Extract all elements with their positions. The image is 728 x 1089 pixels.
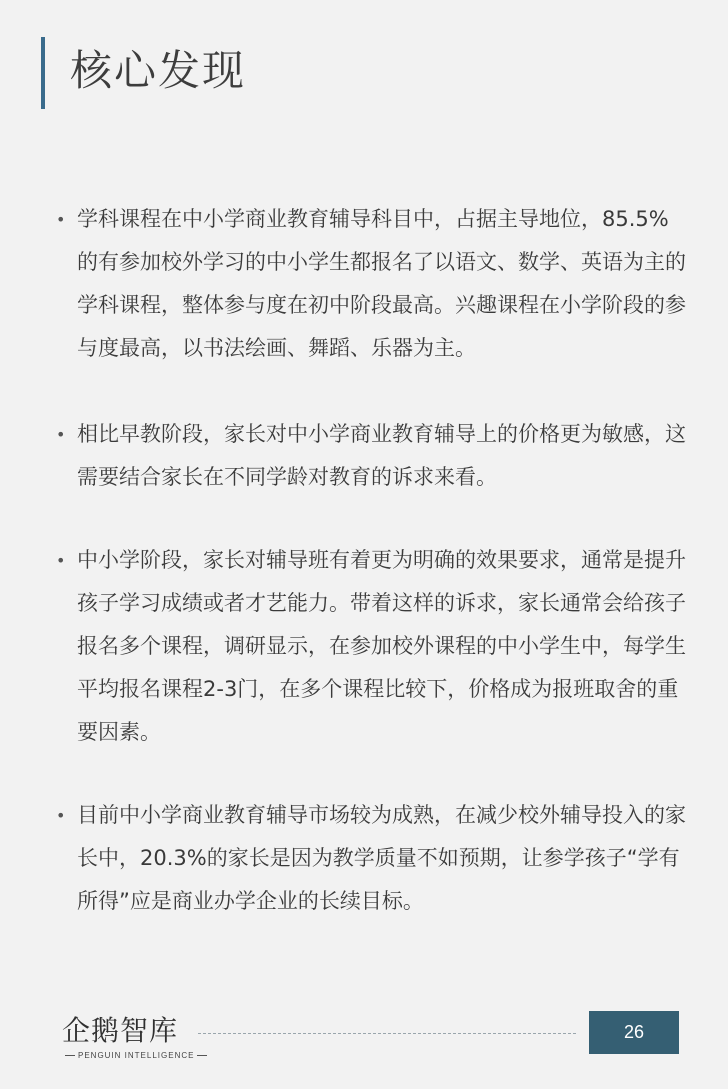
logo-subtitle: PENGUIN INTELLIGENCE <box>62 1051 190 1061</box>
finding-text: 中小学阶段，家长对辅导班有着更为明确的效果要求，通常是提升孩子学习成绩或者才艺能力。带着这样的诉求，家长通常会给孩子报名多个课程，调研显示，在参加校外课程的中小学生中，每学生平均报名课程2-3门，在多个课程比较下，价格成为报班取舍的重要因素。 <box>77 548 686 744</box>
finding-text: 学科课程在中小学商业教育辅导科目中，占据主导地位，85.5%的有参加校外学习的中小学生都报名了以语文、数学、英语为主的学科课程，整体参与度在初中阶段最高。兴趣课程在小学阶段的参与度最高，以书法绘画、舞蹈、乐器为主。 <box>77 207 686 360</box>
footer-divider <box>198 1033 576 1034</box>
finding-item <box>56 794 686 923</box>
finding-item <box>56 198 686 370</box>
finding-text: 目前中小学商业教育辅导市场较为成熟，在减少校外辅导投入的家长中，20.3%的家长是因为教学质量不如预期，让参学孩子“学有所得”应是商业办学企业的长续目标。 <box>77 803 686 913</box>
finding-item <box>56 413 686 499</box>
finding-text: 相比早教阶段，家长对中小学商业教育辅导上的价格更为敏感，这需要结合家长在不同学龄对教育的诉求来看。 <box>77 422 686 489</box>
penguin-intelligence-logo <box>62 1013 195 1065</box>
finding-item <box>56 539 686 754</box>
bullet-icon: • <box>56 425 66 444</box>
logo-wordmark: 企鹅智库 <box>62 1014 179 1047</box>
page-number-badge: 26 <box>589 1011 679 1054</box>
page-title: 核心发现 <box>70 46 247 95</box>
bullet-icon: • <box>56 210 66 229</box>
findings-list <box>56 198 686 966</box>
title-accent-bar <box>41 37 45 109</box>
bullet-icon: • <box>56 551 66 570</box>
bullet-icon: • <box>56 806 66 825</box>
